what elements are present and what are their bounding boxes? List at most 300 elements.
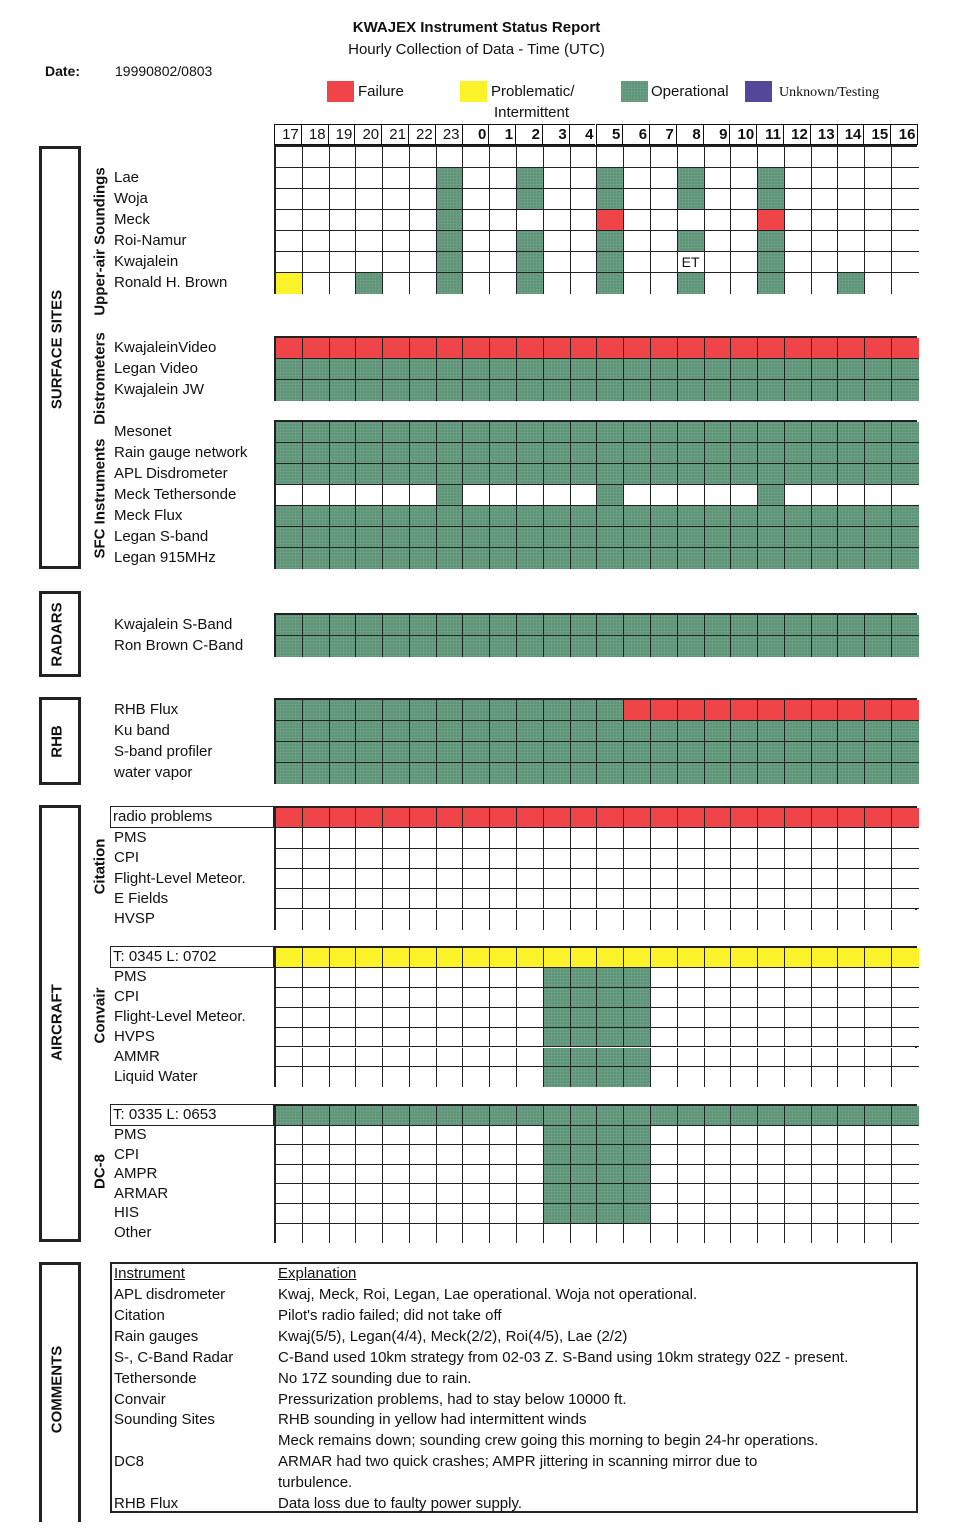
status-cell-15 xyxy=(865,1028,892,1048)
status-cell-21 xyxy=(383,548,410,569)
status-row xyxy=(276,231,919,252)
status-cell-10 xyxy=(731,273,758,294)
status-cell-1 xyxy=(490,1145,517,1165)
hour-header-0: 0 xyxy=(462,124,489,145)
status-cell-19 xyxy=(330,869,357,889)
status-cell-15 xyxy=(865,1165,892,1185)
status-row xyxy=(276,1184,919,1204)
status-cell-3 xyxy=(544,189,571,210)
status-cell-4 xyxy=(571,548,598,569)
status-cell-8 xyxy=(678,464,705,485)
status-cell-9 xyxy=(705,828,732,848)
hour-header-1: 1 xyxy=(488,124,515,145)
status-cell-10 xyxy=(731,889,758,909)
status-cell-11 xyxy=(758,849,785,869)
status-cell-20 xyxy=(356,742,383,763)
status-cell-18 xyxy=(303,615,330,636)
status-cell-4 xyxy=(571,1224,598,1244)
row-label: RHB Flux xyxy=(114,701,179,718)
status-cell-10 xyxy=(731,147,758,168)
status-cell-18 xyxy=(303,189,330,210)
status-cell-16 xyxy=(892,1145,919,1165)
status-cell-13 xyxy=(812,464,839,485)
status-row xyxy=(276,700,919,721)
status-cell-16 xyxy=(892,988,919,1008)
status-cell-15 xyxy=(865,1106,892,1126)
status-cell-5 xyxy=(597,869,624,889)
status-cell-16 xyxy=(892,1184,919,1204)
row-label: PMS xyxy=(114,968,147,986)
status-cell-1 xyxy=(490,1165,517,1185)
status-cell-23 xyxy=(437,1184,464,1204)
status-cell-12 xyxy=(785,443,812,464)
date-label: Date: xyxy=(45,63,81,79)
report-subtitle: Hourly Collection of Data - Time (UTC) xyxy=(348,41,605,58)
status-cell-9 xyxy=(705,252,732,273)
status-cell-22 xyxy=(410,828,437,848)
status-cell-16 xyxy=(892,968,919,988)
status-cell-21 xyxy=(383,1204,410,1224)
status-cell-12 xyxy=(785,910,812,930)
status-cell-2 xyxy=(517,338,544,359)
status-cell-23 xyxy=(437,1008,464,1028)
status-cell-2 xyxy=(517,231,544,252)
status-cell-21 xyxy=(383,763,410,784)
status-cell-3 xyxy=(544,422,571,443)
row-label: Flight-Level Meteor. xyxy=(114,869,246,887)
row-label: Ron Brown C-Band xyxy=(114,637,244,654)
status-cell-12 xyxy=(785,252,812,273)
status-cell-10 xyxy=(731,168,758,189)
status-cell-16 xyxy=(892,1048,919,1068)
status-cell-9 xyxy=(705,700,732,721)
status-row xyxy=(276,548,919,569)
status-cell-17 xyxy=(276,1224,303,1244)
status-cell-2 xyxy=(517,1106,544,1126)
status-cell-12 xyxy=(785,948,812,968)
status-cell-0 xyxy=(463,485,490,506)
status-cell-18 xyxy=(303,252,330,273)
status-cell-23 xyxy=(437,147,464,168)
status-cell-7 xyxy=(651,485,678,506)
group-soundings-label: Upper-air Soundings xyxy=(91,167,109,316)
status-cell-8 xyxy=(678,422,705,443)
status-cell-1 xyxy=(490,485,517,506)
status-cell-0 xyxy=(463,1204,490,1224)
status-cell-21 xyxy=(383,443,410,464)
status-cell-8 xyxy=(678,1028,705,1048)
status-row xyxy=(276,210,919,231)
status-cell-0 xyxy=(463,968,490,988)
status-cell-18 xyxy=(303,338,330,359)
status-cell-21 xyxy=(383,210,410,231)
status-cell-5 xyxy=(597,422,624,443)
distrometers-grid xyxy=(274,336,917,401)
status-cell-16 xyxy=(892,338,919,359)
hour-header-20: 20 xyxy=(354,124,381,145)
status-cell-14 xyxy=(838,988,865,1008)
status-cell-5 xyxy=(597,189,624,210)
status-cell-2 xyxy=(517,443,544,464)
status-cell-22 xyxy=(410,527,437,548)
status-cell-15 xyxy=(865,869,892,889)
status-cell-15 xyxy=(865,1126,892,1146)
status-cell-20 xyxy=(356,210,383,231)
status-cell-16 xyxy=(892,700,919,721)
status-cell-14 xyxy=(838,359,865,380)
status-cell-9 xyxy=(705,1184,732,1204)
status-cell-6 xyxy=(624,1106,651,1126)
status-cell-5 xyxy=(597,147,624,168)
status-cell-9 xyxy=(705,464,732,485)
status-cell-17 xyxy=(276,210,303,231)
status-cell-19 xyxy=(330,1165,357,1185)
status-cell-18 xyxy=(303,506,330,527)
status-cell-1 xyxy=(490,506,517,527)
status-cell-17 xyxy=(276,849,303,869)
status-cell-9 xyxy=(705,763,732,784)
date-value: 19990802/0803 xyxy=(115,63,213,79)
status-cell-16 xyxy=(892,231,919,252)
status-row xyxy=(276,168,919,189)
status-cell-11 xyxy=(758,988,785,1008)
status-cell-3 xyxy=(544,988,571,1008)
status-cell-11 xyxy=(758,1106,785,1126)
status-cell-12 xyxy=(785,506,812,527)
status-cell-6 xyxy=(624,1008,651,1028)
status-cell-14 xyxy=(838,485,865,506)
status-cell-18 xyxy=(303,548,330,569)
status-row xyxy=(276,485,919,506)
row-label: CPI xyxy=(114,988,140,1006)
status-row xyxy=(276,1028,919,1048)
status-cell-20 xyxy=(356,485,383,506)
status-cell-16 xyxy=(892,464,919,485)
status-row xyxy=(276,1048,919,1068)
status-cell-20 xyxy=(356,988,383,1008)
status-cell-2 xyxy=(517,380,544,401)
status-cell-19 xyxy=(330,1028,357,1048)
status-cell-20 xyxy=(356,548,383,569)
status-cell-12 xyxy=(785,1028,812,1048)
status-cell-7 xyxy=(651,910,678,930)
status-cell-16 xyxy=(892,443,919,464)
status-cell-0 xyxy=(463,380,490,401)
status-cell-0 xyxy=(463,869,490,889)
status-cell-13 xyxy=(812,828,839,848)
status-cell-7 xyxy=(651,1126,678,1146)
status-cell-14 xyxy=(838,380,865,401)
status-cell-0 xyxy=(463,849,490,869)
status-cell-16 xyxy=(892,210,919,231)
row-label: Legan 915MHz xyxy=(114,549,216,566)
status-cell-2 xyxy=(517,636,544,657)
status-cell-3 xyxy=(544,443,571,464)
status-cell-18 xyxy=(303,485,330,506)
status-cell-14 xyxy=(838,968,865,988)
status-cell-4 xyxy=(571,359,598,380)
status-cell-17 xyxy=(276,636,303,657)
status-row xyxy=(276,359,919,380)
status-cell-12 xyxy=(785,231,812,252)
legend-problematic-label-2: Intermittent xyxy=(494,104,570,121)
status-cell-10 xyxy=(731,1067,758,1087)
status-cell-12 xyxy=(785,1204,812,1224)
status-cell-18 xyxy=(303,910,330,930)
status-cell-5 xyxy=(597,1204,624,1224)
status-cell-10 xyxy=(731,380,758,401)
comment-instrument: APL disdrometer xyxy=(114,1286,226,1303)
status-cell-2 xyxy=(517,548,544,569)
status-cell-11 xyxy=(758,506,785,527)
status-cell-21 xyxy=(383,1145,410,1165)
status-cell-15 xyxy=(865,1224,892,1244)
status-cell-19 xyxy=(330,1184,357,1204)
status-cell-20 xyxy=(356,700,383,721)
hour-header-13: 13 xyxy=(810,124,837,145)
status-cell-9 xyxy=(705,808,732,828)
status-cell-12 xyxy=(785,548,812,569)
status-cell-16 xyxy=(892,763,919,784)
status-cell-20 xyxy=(356,231,383,252)
status-cell-20 xyxy=(356,189,383,210)
status-cell-19 xyxy=(330,464,357,485)
status-cell-22 xyxy=(410,338,437,359)
row-label: PMS xyxy=(114,828,147,846)
status-cell-7 xyxy=(651,231,678,252)
status-cell-15 xyxy=(865,636,892,657)
legend-operational-label: Operational xyxy=(651,83,729,100)
group-dc8-label: DC-8 xyxy=(91,1154,109,1190)
status-cell-20 xyxy=(356,889,383,909)
status-cell-8 xyxy=(678,527,705,548)
status-cell-16 xyxy=(892,742,919,763)
status-cell-22 xyxy=(410,615,437,636)
status-cell-10 xyxy=(731,948,758,968)
comment-explanation: ARMAR had two quick crashes; AMPR jittering in scanning mirror due to xyxy=(278,1453,758,1471)
comment-instrument: Citation xyxy=(114,1306,165,1324)
row-label: Kwajalein xyxy=(114,253,179,270)
status-cell-4 xyxy=(571,1184,598,1204)
status-cell-8 xyxy=(678,1106,705,1126)
status-cell-21 xyxy=(383,485,410,506)
status-cell-5 xyxy=(597,1224,624,1244)
status-cell-13 xyxy=(812,1106,839,1126)
status-cell-6 xyxy=(624,147,651,168)
status-cell-10 xyxy=(731,1224,758,1244)
status-cell-11 xyxy=(758,636,785,657)
status-cell-20 xyxy=(356,1165,383,1185)
status-cell-7 xyxy=(651,849,678,869)
status-cell-10 xyxy=(731,548,758,569)
status-cell-8 xyxy=(678,147,705,168)
radars-grid xyxy=(274,613,917,657)
status-cell-1 xyxy=(490,1126,517,1146)
row-label: Kwajalein JW xyxy=(114,381,205,398)
status-cell-18 xyxy=(303,742,330,763)
status-cell-11 xyxy=(758,869,785,889)
status-cell-11 xyxy=(758,828,785,848)
status-cell-19 xyxy=(330,1126,357,1146)
status-cell-14 xyxy=(838,1224,865,1244)
status-cell-17 xyxy=(276,721,303,742)
status-cell-11 xyxy=(758,380,785,401)
status-cell-19 xyxy=(330,252,357,273)
status-cell-7 xyxy=(651,948,678,968)
comment-explanation: Pilot's radio failed; did not take off xyxy=(278,1306,502,1324)
status-cell-13 xyxy=(812,147,839,168)
status-cell-9 xyxy=(705,1028,732,1048)
status-cell-0 xyxy=(463,527,490,548)
status-cell-16 xyxy=(892,1008,919,1028)
status-cell-17 xyxy=(276,742,303,763)
status-cell-22 xyxy=(410,1165,437,1185)
comment-instrument: Sounding Sites xyxy=(114,1411,215,1429)
status-cell-14 xyxy=(838,700,865,721)
status-cell-20 xyxy=(356,359,383,380)
row-label: PMS xyxy=(114,1125,147,1143)
status-cell-16 xyxy=(892,1106,919,1126)
status-cell-21 xyxy=(383,808,410,828)
status-cell-16 xyxy=(892,615,919,636)
status-cell-3 xyxy=(544,808,571,828)
status-cell-10 xyxy=(731,910,758,930)
status-cell-14 xyxy=(838,1106,865,1126)
status-cell-15 xyxy=(865,721,892,742)
status-cell-14 xyxy=(838,889,865,909)
status-cell-4 xyxy=(571,889,598,909)
status-cell-17 xyxy=(276,338,303,359)
status-cell-22 xyxy=(410,636,437,657)
status-cell-20 xyxy=(356,252,383,273)
hour-header-15: 15 xyxy=(863,124,890,145)
status-cell-3 xyxy=(544,1165,571,1185)
status-cell-19 xyxy=(330,1067,357,1087)
status-cell-2 xyxy=(517,359,544,380)
status-cell-6 xyxy=(624,1165,651,1185)
status-cell-21 xyxy=(383,988,410,1008)
status-cell-23 xyxy=(437,1165,464,1185)
status-cell-3 xyxy=(544,252,571,273)
status-cell-16 xyxy=(892,1067,919,1087)
status-cell-12 xyxy=(785,763,812,784)
status-cell-0 xyxy=(463,189,490,210)
status-cell-22 xyxy=(410,189,437,210)
status-cell-10 xyxy=(731,808,758,828)
status-cell-4 xyxy=(571,380,598,401)
status-cell-10 xyxy=(731,700,758,721)
hour-header-19: 19 xyxy=(328,124,355,145)
status-cell-21 xyxy=(383,422,410,443)
status-cell-20 xyxy=(356,808,383,828)
status-cell-12 xyxy=(785,808,812,828)
status-cell-6 xyxy=(624,968,651,988)
status-cell-9 xyxy=(705,231,732,252)
status-cell-22 xyxy=(410,210,437,231)
status-cell-1 xyxy=(490,636,517,657)
status-cell-15 xyxy=(865,210,892,231)
status-cell-19 xyxy=(330,763,357,784)
status-cell-14 xyxy=(838,210,865,231)
status-cell-7 xyxy=(651,359,678,380)
status-cell-22 xyxy=(410,910,437,930)
status-cell-5 xyxy=(597,231,624,252)
status-cell-4 xyxy=(571,1165,598,1185)
status-cell-8 xyxy=(678,721,705,742)
status-cell-1 xyxy=(490,189,517,210)
status-cell-7 xyxy=(651,1165,678,1185)
status-cell-8 xyxy=(678,380,705,401)
status-cell-11 xyxy=(758,548,785,569)
status-cell-5 xyxy=(597,485,624,506)
status-cell-5 xyxy=(597,1028,624,1048)
status-cell-0 xyxy=(463,147,490,168)
status-cell-4 xyxy=(571,168,598,189)
status-cell-20 xyxy=(356,1067,383,1087)
status-cell-7 xyxy=(651,721,678,742)
status-cell-5 xyxy=(597,273,624,294)
status-cell-6 xyxy=(624,700,651,721)
status-cell-1 xyxy=(490,968,517,988)
status-cell-7 xyxy=(651,1028,678,1048)
status-cell-21 xyxy=(383,359,410,380)
status-cell-14 xyxy=(838,527,865,548)
status-cell-7 xyxy=(651,889,678,909)
row-label: CPI xyxy=(114,849,140,867)
status-cell-12 xyxy=(785,338,812,359)
status-cell-20 xyxy=(356,968,383,988)
section-surface-sites xyxy=(39,146,81,569)
status-cell-11 xyxy=(758,763,785,784)
status-cell-14 xyxy=(838,422,865,443)
status-cell-5 xyxy=(597,1184,624,1204)
status-cell-22 xyxy=(410,1145,437,1165)
status-cell-11 xyxy=(758,359,785,380)
status-cell-10 xyxy=(731,849,758,869)
status-cell-21 xyxy=(383,464,410,485)
status-cell-5 xyxy=(597,443,624,464)
status-cell-14 xyxy=(838,849,865,869)
status-cell-10 xyxy=(731,1106,758,1126)
status-cell-6 xyxy=(624,948,651,968)
status-cell-2 xyxy=(517,210,544,231)
row-label: HVSP xyxy=(114,910,155,928)
status-cell-8 xyxy=(678,548,705,569)
status-cell-8 xyxy=(678,338,705,359)
row-label: Kwajalein S-Band xyxy=(114,616,233,633)
status-row xyxy=(276,443,919,464)
status-cell-4 xyxy=(571,1028,598,1048)
status-cell-8 xyxy=(678,359,705,380)
row-label: S-band profiler xyxy=(114,743,213,760)
status-cell-16 xyxy=(892,380,919,401)
status-cell-22 xyxy=(410,700,437,721)
status-cell-21 xyxy=(383,168,410,189)
status-cell-19 xyxy=(330,338,357,359)
section-surface-sites-label: SURFACE SITES xyxy=(48,289,66,410)
hour-header-12: 12 xyxy=(783,124,810,145)
status-cell-2 xyxy=(517,422,544,443)
status-cell-6 xyxy=(624,889,651,909)
status-cell-14 xyxy=(838,869,865,889)
status-cell-5 xyxy=(597,1165,624,1185)
status-cell-7 xyxy=(651,380,678,401)
status-cell-5 xyxy=(597,763,624,784)
status-cell-2 xyxy=(517,168,544,189)
status-cell-2 xyxy=(517,948,544,968)
status-cell-14 xyxy=(838,1067,865,1087)
status-cell-5 xyxy=(597,988,624,1008)
